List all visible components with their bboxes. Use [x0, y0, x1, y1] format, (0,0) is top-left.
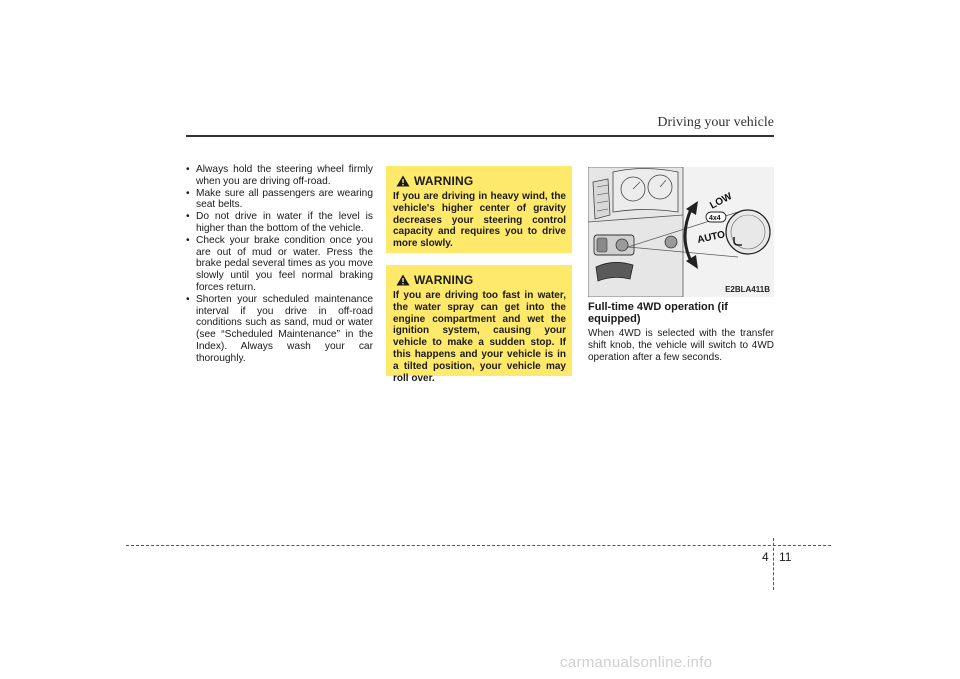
- warning-box-water: [386, 265, 572, 384]
- bullet-item: • Make sure all passengers are wearing seat belts.: [185, 188, 373, 212]
- warning-header: [396, 174, 566, 188]
- bullet-list: [185, 164, 373, 365]
- knob-label-auto: AUTO: [696, 229, 727, 246]
- bullet-item: • Do not drive in water if the level is higher than the bottom of the vehicle.: [185, 211, 373, 235]
- left-column: [185, 164, 373, 365]
- page-number: 11: [779, 550, 792, 564]
- watermark: carmanualsonline.info: [560, 654, 713, 671]
- section-body: When 4WD is selected with the transfer shift knob, the vehicle will switch to 4WD operation after a few seconds.: [588, 328, 774, 363]
- figure-code: E2BLA411B: [725, 285, 770, 294]
- footer-divider: [773, 538, 774, 590]
- section-title: Full-time 4WD operation (if equipped): [588, 301, 728, 325]
- chapter-number: 4: [762, 550, 769, 564]
- warning-title: WARNING: [414, 273, 474, 287]
- bullet-item: • Always hold the steering wheel firmly when you are driving off-road.: [185, 164, 373, 188]
- right-column: [588, 301, 774, 363]
- knob-label-low: LOW: [708, 190, 735, 212]
- bullet-item: • Shorten your scheduled maintenance interval if you drive in off-road conditions such as sand, mud or water (see “Scheduled Maintenance” in the Index). Always wash your car thoroughly.: [185, 294, 373, 365]
- warning-text: If you are driving too fast in water, the water spray can get into the engine compartment and wet the ignition system, causing your vehicle to make a sudden stop. If this happens and your vehicle is in a tilted position, your vehicle may roll over.: [393, 290, 566, 384]
- header-rule: [186, 135, 774, 137]
- warning-text: If you are driving in heavy wind, the vehicle's higher center of gravity decreases your steering control capacity and requires you to drive more slowly.: [393, 191, 566, 250]
- footer-rule: [126, 545, 831, 546]
- knob-label-4x4: 4x4: [709, 215, 721, 222]
- transfer-knob-illustration: [588, 167, 774, 297]
- warning-title: WARNING: [414, 174, 474, 188]
- warning-triangle-icon: [396, 175, 410, 187]
- warning-triangle-icon: [396, 274, 410, 286]
- warning-header: [396, 273, 566, 287]
- bullet-item: • Check your brake condition once you are out of mud or water. Press the brake pedal several times as you move slowly until you feel normal braking forces return.: [185, 235, 373, 294]
- dashboard-drawing: [588, 167, 774, 297]
- section-header-title: Driving your vehicle: [657, 115, 774, 130]
- warning-box-wind: [386, 166, 572, 253]
